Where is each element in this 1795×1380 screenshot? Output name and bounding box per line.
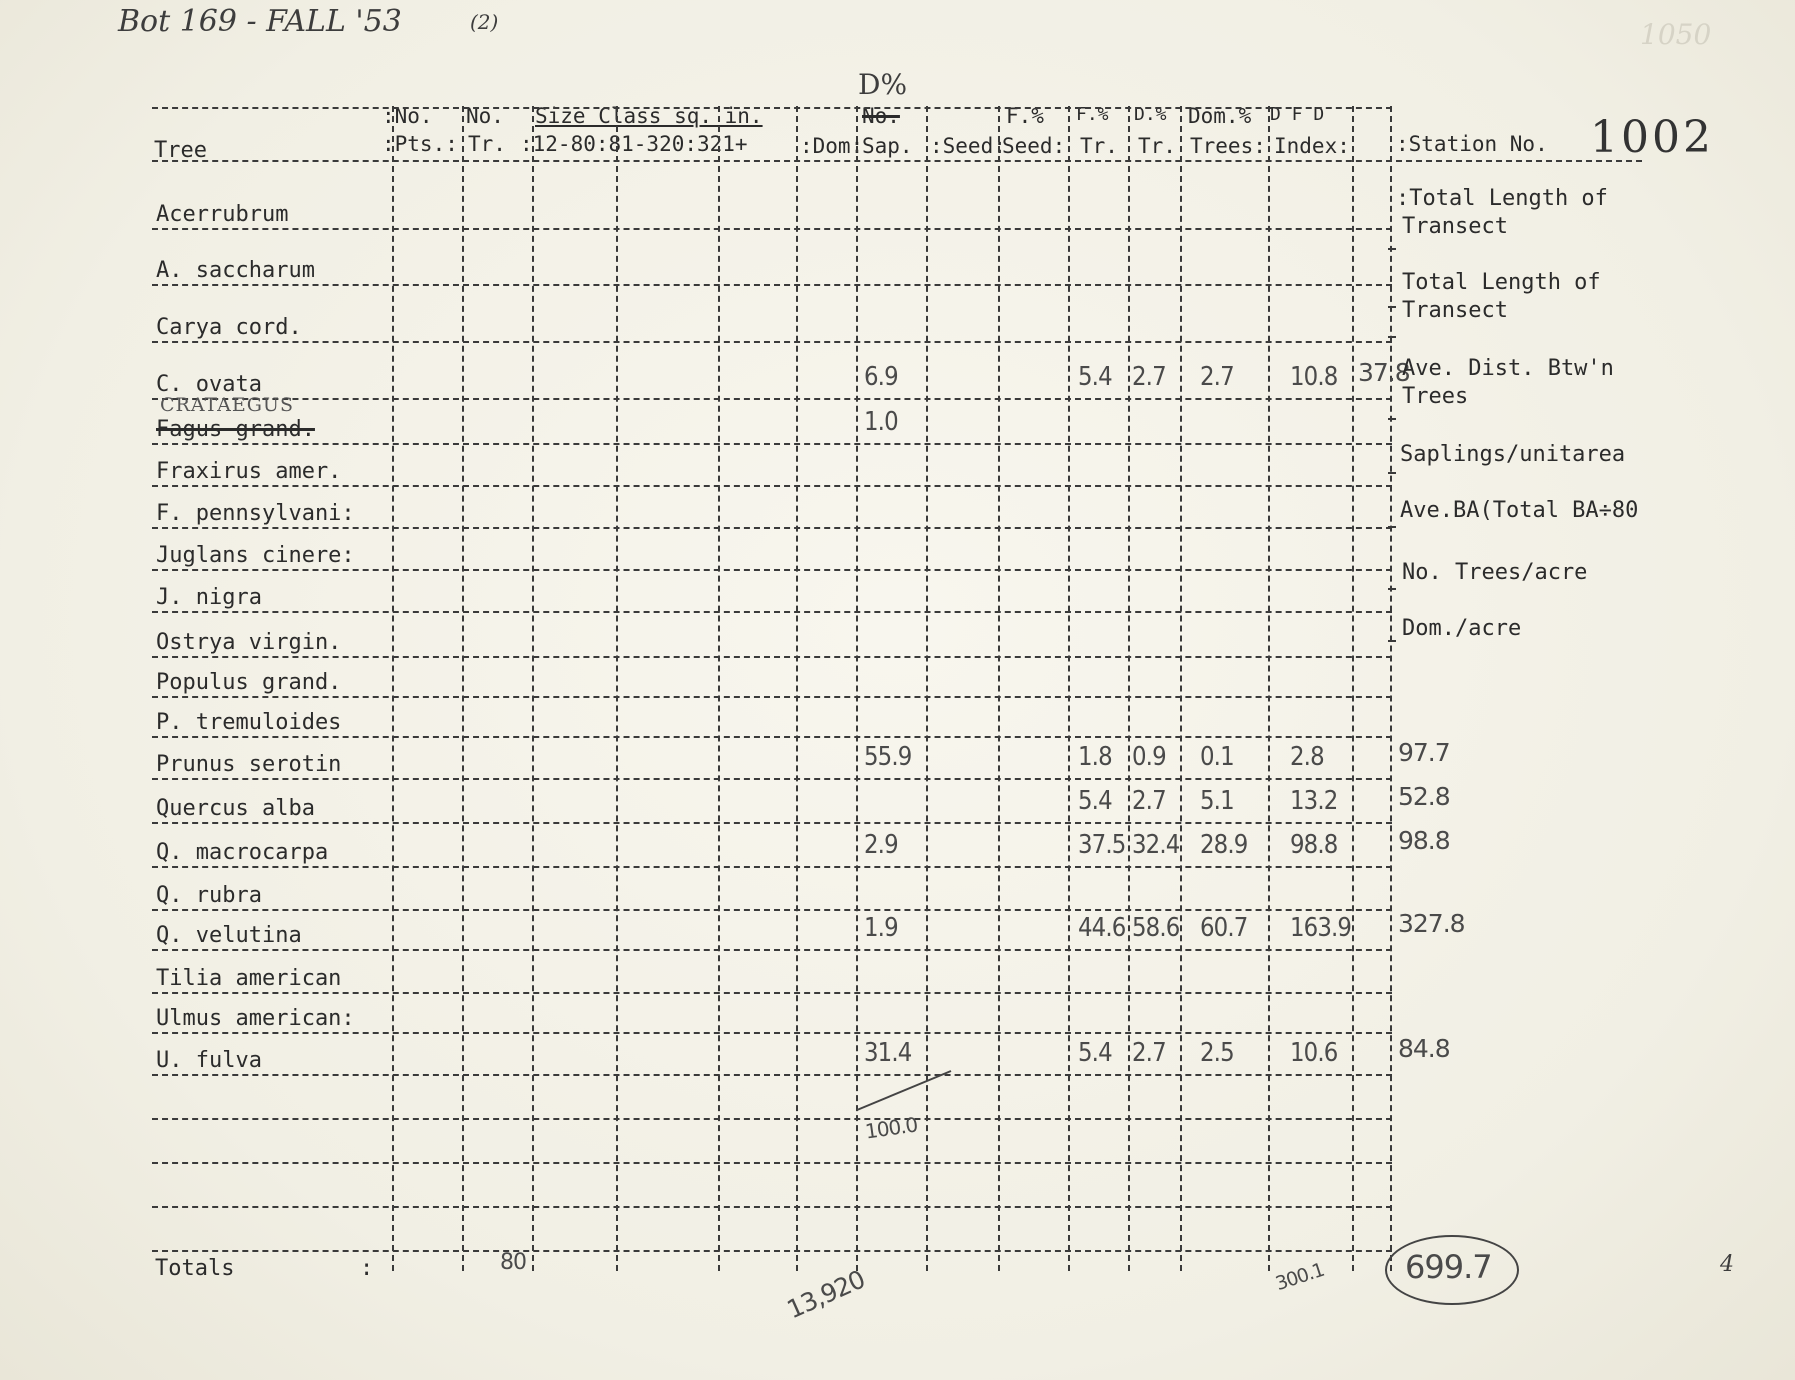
cell-d_tr: 32.4: [1132, 830, 1180, 860]
col-seed: :Seed:: [930, 134, 1006, 158]
table-row: [0, 315, 1795, 345]
cell-name: Carya cord.: [156, 315, 302, 340]
cell-right: 97.7: [1398, 738, 1450, 767]
col-sap-handwritten: D%: [858, 68, 908, 101]
table-row: [0, 826, 1795, 870]
cell-d_tr: 2.7: [1132, 1038, 1166, 1068]
cell-dom_trees: 0.1: [1200, 742, 1234, 772]
cell-name: J. nigra: [156, 585, 262, 610]
table-row: [0, 738, 1795, 782]
course-note: Bot 169 - FALL '53: [118, 4, 402, 39]
cell-index: 98.8: [1290, 830, 1338, 860]
right-label-5: Trees: [1402, 384, 1469, 409]
cell-name: Fraxirus amer.: [156, 459, 342, 484]
col-dom: :Dom:: [800, 134, 864, 158]
cell-sap: 2.9: [864, 830, 898, 860]
sum-slash: [855, 1065, 955, 1115]
cell-name: Ostrya virgin.: [156, 630, 342, 655]
cell-name: Juglans cinere:: [156, 543, 355, 568]
col-station: :Station No.: [1396, 132, 1548, 156]
cell-sap: 55.9: [864, 742, 912, 772]
table-row: [0, 710, 1795, 740]
right-label-6: Saplings/unitarea: [1400, 442, 1626, 467]
col-dfd-top: D F D: [1270, 104, 1325, 125]
cell-index: 10.6: [1290, 1038, 1338, 1068]
cell-dom_trees: 2.5: [1200, 1038, 1234, 1068]
right-label-8: No. Trees/acre: [1402, 560, 1588, 585]
col-size-class-bot: :12-80:81-320:321+: [520, 132, 748, 156]
cell-d_tr: 2.7: [1132, 786, 1166, 816]
cell-name: Q. rubra: [156, 883, 262, 908]
col-no-pts-top: :No.: [382, 104, 433, 128]
col-no-pts-bot: :Pts.:: [382, 132, 458, 156]
cell-dom_trees: 28.9: [1200, 830, 1248, 860]
totals-label: Totals: [155, 1256, 235, 1281]
right-label-2: Total Length of: [1402, 270, 1601, 295]
cell-f_tr: 5.4: [1078, 1038, 1112, 1068]
col-size-class-top: Size Class sq. in.: [535, 104, 763, 128]
cell-dom_trees: 5.1: [1200, 786, 1234, 816]
col-sap-bot: Sap.: [862, 134, 913, 158]
course-note-sub: (2): [470, 10, 499, 34]
cell-sap: 1.0: [864, 407, 898, 437]
col-sap-top: No.: [862, 104, 900, 128]
col-f-tr-top: F.%: [1076, 104, 1109, 125]
col-no-tr-top: No.: [466, 104, 504, 128]
col-dfd-bot: Index:: [1274, 134, 1350, 158]
cell-name: P. tremuloides: [156, 710, 342, 735]
col-dom-trees-top: Dom.%: [1188, 104, 1252, 128]
totals-colon: :: [360, 1256, 374, 1281]
empty-row-rule: [152, 1118, 1392, 1120]
cell-name: Tilia american: [156, 966, 342, 991]
header-rule-top: [152, 107, 1392, 109]
cell-index: 163.9: [1290, 913, 1352, 943]
col-d-tr-top: D.%: [1134, 104, 1167, 125]
cell-f_tr: 5.4: [1078, 362, 1112, 392]
cell-right: 37.8: [1358, 358, 1410, 387]
cell-right: 52.8: [1398, 782, 1450, 811]
cell-name: Quercus alba: [156, 796, 315, 821]
cell-sap: 1.9: [864, 913, 898, 943]
cell-name: Q. macrocarpa: [156, 840, 329, 865]
header-rule-bottom: [152, 160, 1392, 162]
cell-right: 84.8: [1398, 1034, 1450, 1063]
cell-f_tr: 37.5: [1078, 830, 1126, 860]
cell-name: Ulmus american:: [156, 1006, 355, 1031]
cell-name: Prunus serotin: [156, 752, 342, 777]
empty-row-rule: [152, 1162, 1392, 1164]
cell-sap: 31.4: [864, 1038, 912, 1068]
right-label-4: Ave. Dist. Btw'n: [1402, 356, 1614, 381]
cell-name: Populus grand.: [156, 670, 342, 695]
cell-dom_trees: 60.7: [1200, 913, 1248, 943]
right-label-3: Transect: [1402, 298, 1508, 323]
right-label-0: :Total Length of: [1396, 186, 1608, 211]
cell-name: F. pennsylvani:: [156, 501, 355, 526]
col-tree: Tree: [154, 138, 207, 163]
table-row: [0, 1006, 1795, 1036]
station-rule: [1396, 160, 1642, 162]
cell-name: C. ovata: [156, 372, 262, 397]
empty-row-rule: [152, 1206, 1392, 1208]
table-row: [0, 909, 1795, 953]
cell-name: U. fulva: [156, 1048, 262, 1073]
cell-f_tr: 1.8: [1078, 742, 1112, 772]
faint-number: 1050: [1640, 18, 1712, 51]
right-label-1: Transect: [1402, 214, 1508, 239]
corner-mark: 4: [1720, 1252, 1734, 1277]
cell-index: 10.8: [1290, 362, 1338, 392]
col-f-tr-bot: Tr.: [1080, 134, 1118, 158]
cell-right: 98.8: [1398, 826, 1450, 855]
cell-dom_trees: 2.7: [1200, 362, 1234, 392]
col-no-tr-bot: Tr.: [468, 132, 506, 156]
cell-index: 13.2: [1290, 786, 1338, 816]
cell-right: 327.8: [1398, 909, 1465, 938]
cell-f_tr: 5.4: [1078, 786, 1112, 816]
table-row: [0, 782, 1795, 826]
cell-index: 2.8: [1290, 742, 1324, 772]
cell-d_tr: 58.6: [1132, 913, 1180, 943]
col-d-tr-bot: Tr.: [1138, 134, 1176, 158]
cell-d_tr: 2.7: [1132, 362, 1166, 392]
empty-row-rule: [152, 1250, 1392, 1252]
cell-name: Acerrubrum: [156, 202, 289, 227]
table-row: [0, 883, 1795, 913]
col-dom-trees-bot: Trees:: [1190, 134, 1266, 158]
cell-name: A. saccharum: [156, 258, 315, 283]
station-number: 1002: [1590, 112, 1714, 163]
cell-f_tr: 44.6: [1078, 913, 1126, 943]
crataegus-note: CRATAEGUS: [160, 394, 294, 416]
col-f-seed-top: F.%: [1006, 104, 1044, 128]
totals-below-dom: 13,920: [782, 1264, 869, 1325]
totals-circled: 699.7: [1405, 1248, 1492, 1286]
cell-d_tr: 0.9: [1132, 742, 1166, 772]
right-label-9: Dom./acre: [1402, 616, 1522, 641]
cell-name: Q. velutina: [156, 923, 302, 948]
cell-name: Fagus grand.: [156, 417, 315, 442]
col-f-seed-bot: Seed:: [1002, 134, 1066, 158]
totals-below-index: 300.1: [1272, 1258, 1327, 1296]
table-row: [0, 630, 1795, 660]
sapling-sum: 100.0: [863, 1112, 919, 1144]
table-row: [0, 966, 1795, 996]
right-label-7: Ave.BA(Total BA÷80: [1400, 498, 1639, 523]
totals-no-tr: 80: [500, 1250, 526, 1275]
table-row: [0, 670, 1795, 700]
cell-sap: 6.9: [864, 362, 898, 392]
table-row: [0, 585, 1795, 615]
